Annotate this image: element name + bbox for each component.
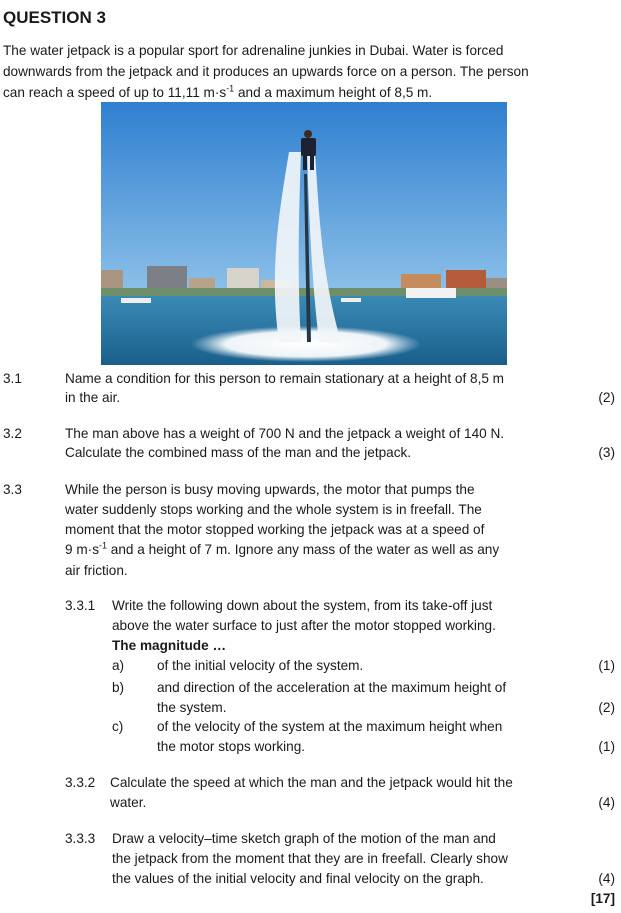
intro-paragraph <box>3 40 603 103</box>
jetpack-photo <box>101 102 507 365</box>
marks: (4) <box>598 871 615 886</box>
question-text-line: While the person is busy moving upwards, the motor that pumps the <box>65 482 475 497</box>
item-letter: c) <box>112 719 124 734</box>
item-text-line: of the initial velocity of the system. <box>157 658 364 673</box>
subquestion-number: 3.3.1 <box>65 598 96 613</box>
marks: (1) <box>598 739 615 754</box>
intro-line-1: The water jetpack is a popular sport for adrenaline junkies in Dubai. Water is forced <box>3 43 504 58</box>
question-text-line: moment that the motor stopped working the jetpack was at a speed of <box>65 522 485 537</box>
question-text-line: Write the following down about the system, from its take-off just <box>112 598 493 613</box>
question-number: 3.1 <box>3 371 22 386</box>
question-text-line: 9 $m\cdot s^{-1}$ and a height of 7 m. Ignore any mass of the water as well as any <box>65 540 500 557</box>
question-number: 3.3 <box>3 482 22 497</box>
question-text-line: the values of the initial velocity and final velocity on the graph. <box>112 871 484 886</box>
intro-line-2: downwards from the jetpack and it produces an upwards force on a person. The person <box>3 64 529 79</box>
question-text-line: water. <box>110 795 147 810</box>
marks: (2) <box>598 700 615 715</box>
question-text-line: the jetpack from the moment that they are in freefall. Clearly show <box>112 851 508 866</box>
water-splash <box>191 326 421 362</box>
question-text-line: Draw a velocity–time sketch graph of the motion of the man and <box>112 831 496 846</box>
marks: (1) <box>598 658 615 673</box>
question-text-line: Name a condition for this person to remain stationary at a height of 8,5 m <box>65 371 505 386</box>
subquestion-number: 3.3.2 <box>65 775 96 790</box>
question-number: 3.2 <box>3 426 22 441</box>
sky <box>101 102 507 292</box>
question-text-line: above the water surface to just after the motor stopped working. <box>112 618 496 633</box>
marks: (4) <box>598 795 615 810</box>
item-text-line: of the velocity of the system at the maximum height when <box>157 719 503 734</box>
item-letter: b) <box>112 680 125 695</box>
subquestion-number: 3.3.3 <box>65 831 96 846</box>
question-text-line: The magnitude … <box>112 638 227 653</box>
question-title: QUESTION 3 <box>3 8 106 27</box>
marks: (3) <box>598 445 615 460</box>
question-text-line: Calculate the combined mass of the man and the jetpack. <box>65 445 412 460</box>
intro-line-3: can reach a speed of up to 11,11 $m\cdot s^{-1}$ and a maximum height of 8,5 m. <box>3 83 433 100</box>
question-text-line: water suddenly stops working and the whole system is in freefall. The <box>65 502 482 517</box>
item-text-line: and direction of the acceleration at the maximum height of <box>157 680 507 695</box>
question-text-line: in the air. <box>65 390 121 405</box>
question-text-line: Calculate the speed at which the man and the jetpack would hit the <box>110 775 513 790</box>
total-marks: [17] <box>590 891 615 906</box>
item-text-line: the motor stops working. <box>157 739 306 754</box>
marks: (2) <box>598 390 615 405</box>
question-text-line: air friction. <box>65 563 128 578</box>
question-text-line: The man above has a weight of 700 N and the jetpack a weight of 140 N. <box>65 426 505 441</box>
item-letter: a) <box>112 658 125 673</box>
item-text-line: the system. <box>157 700 227 715</box>
